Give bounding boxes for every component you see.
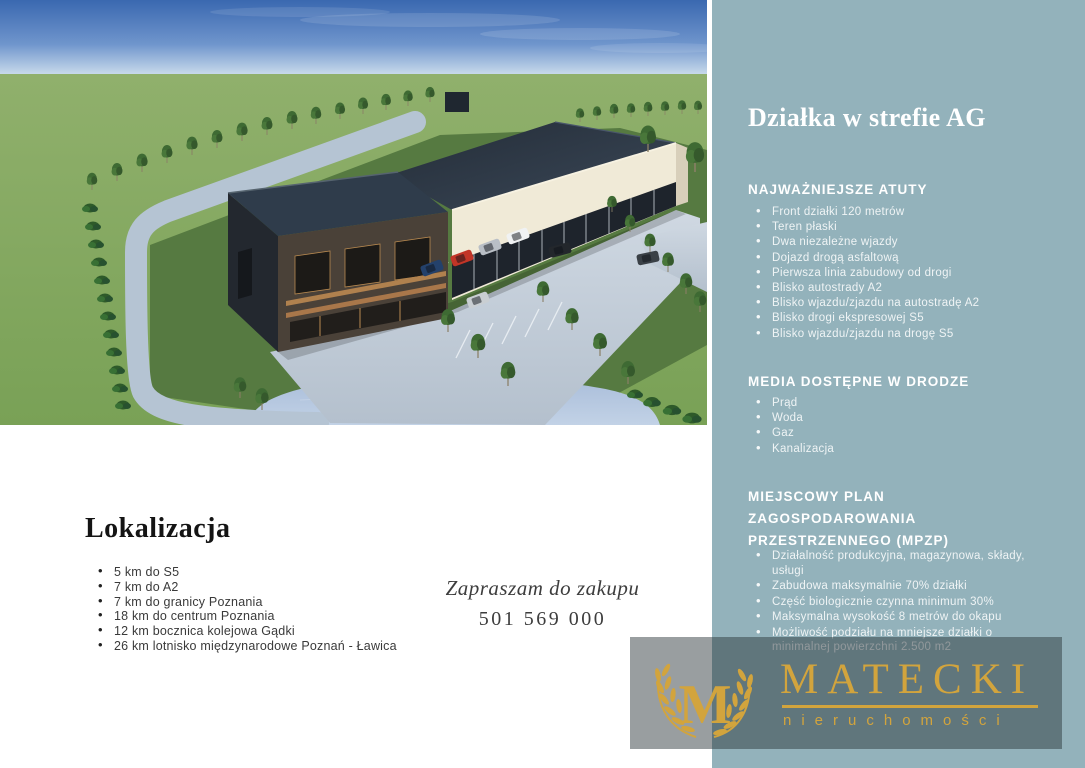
section-heading-mpzp: MIEJSCOWY PLAN ZAGOSPODAROWANIA PRZESTRZENNEGO (MPZP): [748, 489, 950, 548]
list-item: • Woda: [752, 413, 1052, 424]
location-title: Lokalizacja: [85, 513, 231, 544]
location-list: [92, 566, 402, 655]
logo-subtitle: nieruchomości: [783, 711, 1010, 729]
list-item: • Możliwość podziału na mniejsze działki o minimalnej powierzchni 2.500 m2: [752, 626, 1052, 655]
warehouse-render-illustration: [0, 0, 707, 425]
list-item: • Pierwsza linia zabudowy od drogi: [752, 268, 1052, 279]
list-item: • 5 km do S5: [92, 566, 402, 579]
list-item: • Gaz: [752, 428, 1052, 439]
logo-text: [780, 655, 1062, 729]
list-item: • Blisko autostrady A2: [752, 283, 1052, 294]
list-item: • Blisko wjazdu/zjazdu na drogę S5: [752, 329, 1052, 340]
logo-divider: [782, 705, 1038, 708]
list-item: • Teren płaski: [752, 222, 1052, 233]
section-heading-media: MEDIA DOSTĘPNE W DRODZE: [748, 374, 970, 389]
list-item: • Dojazd drogą asfaltową: [752, 253, 1052, 264]
list-item: • 7 km do granicy Poznania: [92, 596, 402, 609]
logo-name: MATECKI: [780, 655, 1035, 703]
list-item: • 18 km do centrum Poznania: [92, 610, 402, 623]
list-item: • Kanalizacja: [752, 444, 1052, 455]
list-item: • 26 km lotnisko międzynarodowe Poznań - Ławica: [92, 640, 402, 653]
section-heading-atuty: NAJWAŻNIEJSZE ATUTY: [748, 182, 928, 197]
list-item: • 12 km bocznica kolejowa Gądki: [92, 625, 402, 638]
list-item: • Blisko wjazdu/zjazdu na autostradę A2: [752, 298, 1052, 309]
list-item: • 7 km do A2: [92, 581, 402, 594]
agency-logo: [630, 637, 1062, 749]
invitation-text: Zapraszam do zakupu: [445, 576, 640, 600]
purchase-invitation: [400, 576, 685, 631]
phone-number: 501 569 000: [478, 608, 607, 630]
roof-unit: [445, 92, 469, 112]
laurel-monogram-icon: [630, 637, 780, 749]
list-item: • Blisko drogi ekspresowej S5: [752, 313, 1052, 324]
list-item: • Dwa niezależne wjazdy: [752, 237, 1052, 248]
panel-title: Działka w strefie AG: [748, 103, 986, 132]
property-visualisation: [0, 0, 707, 425]
list-item: • Działalność produkcyjna, magazynowa, składy, usługi: [752, 549, 1052, 578]
list-item: • Front działki 120 metrów: [752, 207, 1052, 218]
list-item: • Zabudowa maksymalnie 70% działki: [752, 579, 1052, 594]
atuty-list: [752, 207, 1052, 344]
list-item: • Część biologicznie czynna minimum 30%: [752, 595, 1052, 610]
logo-monogram: M: [678, 674, 732, 736]
list-item: • Maksymalna wysokość 8 metrów do okapu: [752, 610, 1052, 625]
media-list: [752, 398, 1052, 459]
list-item: • Prąd: [752, 398, 1052, 409]
